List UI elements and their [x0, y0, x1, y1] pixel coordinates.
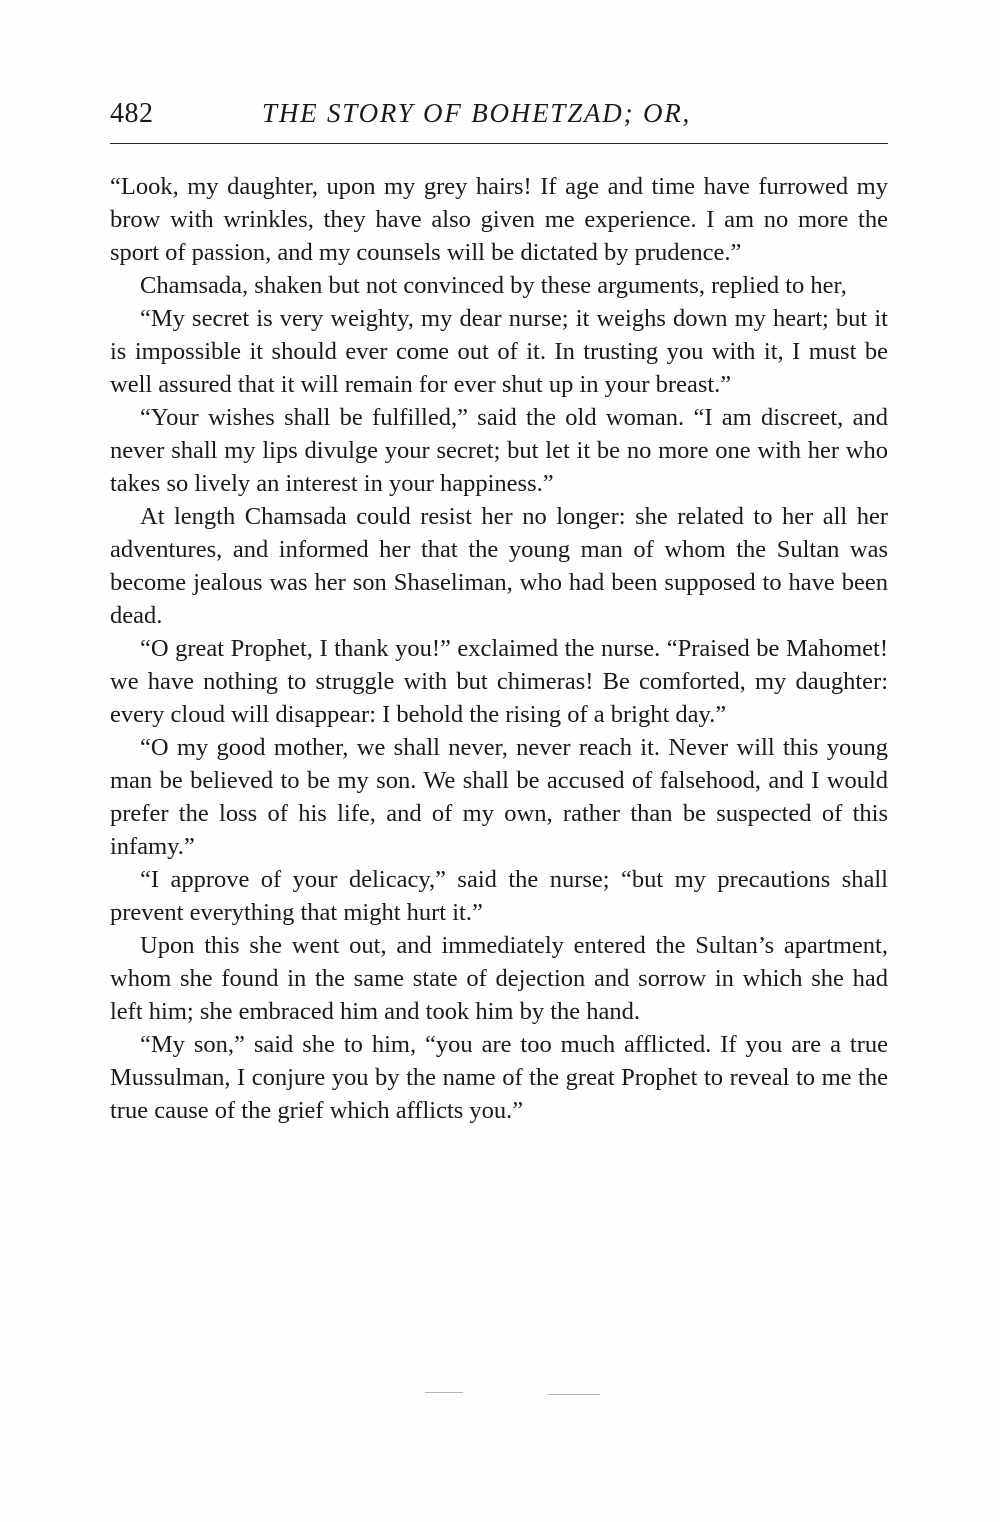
- paragraph: At length Chamsada could resist her no longer: she related to her all her adventures, and informed her that the young man of whom the Sultan was become jealous was her son Shaseliman, who had been supposed to have been dead.: [110, 503, 888, 629]
- paragraph: “I approve of your delicacy,” said the nurse; “but my precautions shall prevent everything that might hurt it.”: [110, 866, 888, 926]
- paragraph: “My secret is very weighty, my dear nurse; it weighs down my heart; but it is impossible it should ever come out of it. In trusting you with it, I must be well assured that it will remain for ever shut up in your breast.”: [110, 305, 888, 398]
- running-title: THE STORY OF BOHETZAD; OR,: [262, 98, 692, 128]
- paragraph: “My son,” said she to him, “you are too much afflicted. If you are a true Mussulman, I conjure you by the name of the great Prophet to reveal to me the true cause of the grief which afflicts you.”: [110, 1031, 888, 1124]
- scan-speck: [425, 1392, 463, 1393]
- paragraph: “O great Prophet, I thank you!” exclaimed the nurse. “Praised be Mahomet! we have nothing to struggle with but chimeras! Be comforted, my daughter: every cloud will disappear: I behold the rising of a bright day.”: [110, 635, 888, 728]
- paragraph: “Your wishes shall be fulfilled,” said the old woman. “I am discreet, and never shall my lips divulge your secret; but let it be no more one with her who takes so lively an interest in your happiness.”: [110, 404, 888, 497]
- paragraph: “O my good mother, we shall never, never reach it. Never will this young man be believed to be my son. We shall be accused of falsehood, and I would prefer the loss of his life, and of my own, rather than be suspected of this infamy.”: [110, 734, 888, 860]
- body-text: [110, 170, 888, 1127]
- page-header: [110, 96, 888, 142]
- header-rule: [110, 143, 888, 144]
- page-number: 482: [110, 98, 154, 129]
- paragraph: Upon this she went out, and immediately entered the Sultan’s apartment, whom she found in the same state of dejection and sorrow in which she had left him; she embraced him and took him by the hand.: [110, 932, 888, 1025]
- scan-speck: [548, 1394, 600, 1395]
- paragraph: Chamsada, shaken but not convinced by these arguments, replied to her,: [140, 272, 847, 299]
- paragraph: “Look, my daughter, upon my grey hairs! If age and time have furrowed my brow with wrinkles, they have also given me experience. I am no more the sport of passion, and my counsels will be dictated by prudence.”: [110, 173, 888, 266]
